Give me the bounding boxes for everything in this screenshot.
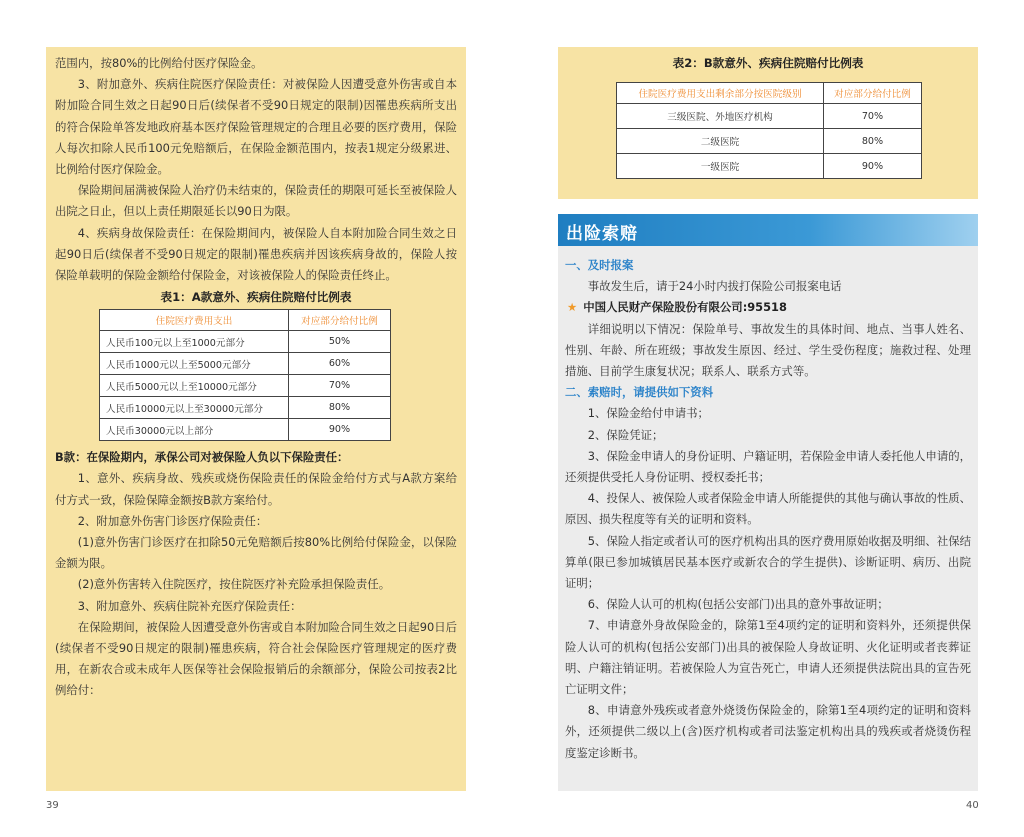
b-para-5: 3、附加意外、疾病住院补充医疗保险责任： xyxy=(77,598,302,613)
table1-cell-range: 人民币100元以上至1000元部分 xyxy=(100,331,289,353)
table2-cell-level: 一级医院 xyxy=(617,154,824,179)
b-para-2: 2、附加意外伤害门诊医疗保险责任： xyxy=(77,513,268,528)
table1-header-expense: 住院医疗费用支出 xyxy=(100,310,289,331)
left-para-2: 3、附加意外、疾病住院医疗保险责任：对被保险人因遭受意外伤害或自本附加险合同生效之日起90日后(续保者不受90日规定的限制)因罹患疾病所支出的符合保险单答发地政府基本医疗保险管理规定的合理且必要的医疗费用，保险人每次扣除人民币100元免赔额后，在保险金额范围内，按表1规定分级累进、比例给付医疗保险金。 xyxy=(55,77,457,177)
table1-cell-rate: 50% xyxy=(289,331,391,353)
table1-cell-rate: 80% xyxy=(289,397,391,419)
table2-title: 表2：B款意外、疾病住院赔付比例表 xyxy=(672,56,864,70)
b-para-3: (1)意外伤害门诊医疗在扣除50元免赔额后按80%比例给付保险金，以保险金额为限。 xyxy=(55,535,457,571)
table-row xyxy=(617,154,922,179)
heading-materials: 二、索赔时，请提供如下资料 xyxy=(565,385,714,400)
table1-cell-rate: 60% xyxy=(289,353,391,375)
material-item: 3、保险金申请人的身份证明、户籍证明，若保险金申请人委托他人申请的，还须提供受托人身份证明、授权委托书； xyxy=(565,448,971,485)
b-para-1: 1、意外、疾病身故、残疾或烧伤保险责任的保险金给付方式与A款方案给付方式一致，保险保障金额按B款方案给付。 xyxy=(55,471,457,507)
b-para-6: 在保险期间，被保险人因遭受意外伤害或自本附加险合同生效之日起90日后(续保者不受90日规定的限制)罹患疾病，符合社会保险医疗管理规定的医疗费用，在新农合或未成年人医保等社会保险报销后的余额部分，保险公司按表2比例给付： xyxy=(55,619,457,698)
table2-cell-rate: 70% xyxy=(824,104,922,129)
table1-cell-range: 人民币1000元以上至5000元部分 xyxy=(100,353,289,375)
left-para-4: 4、疾病身故保险责任：在保险期间内，被保险人自本附加险合同生效之日起90日后(续保者不受90日规定的限制)罹患疾病并因该疾病身故的，保险人按保险单载明的保险金额给付保险金，对该被保险人的保险责任终止。 xyxy=(55,225,457,283)
report-line: 事故发生后，请于24小时内拔打保险公司报案电话 xyxy=(587,279,842,294)
table-row xyxy=(100,397,391,419)
table2-panel xyxy=(558,47,978,199)
left-page-panel xyxy=(46,47,466,791)
table1-cell-rate: 90% xyxy=(289,419,391,441)
table1-header-rate: 对应部分给付比例 xyxy=(289,310,391,331)
page-number-left: 39 xyxy=(46,800,59,811)
table2-header-rate: 对应部分给付比例 xyxy=(824,83,922,104)
b-heading: B款：在保险期内，承保公司对被保险人负以下保险责任： xyxy=(55,450,349,465)
material-item: 1、保险金给付申请书； xyxy=(587,406,709,421)
material-item: 6、保险人认可的机构(包括公安部门)出具的意外事故证明； xyxy=(587,597,889,612)
table1-cell-range: 人民币5000元以上至10000元部分 xyxy=(100,375,289,397)
detail-para: 详细说明以下情况：保险单号、事故发生的具体时间、地点、当事人姓名、性别、年龄、所在班级；事故发生原因、经过、学生受伤程度；施救过程、处理措施、目前学生康复状况；联系人、联系方式等。 xyxy=(565,321,971,379)
table2-cell-level: 三级医院、外地医疗机构 xyxy=(617,104,824,129)
table-row xyxy=(100,331,391,353)
table-row xyxy=(100,375,391,397)
table2-cell-level: 二级医院 xyxy=(617,129,824,154)
table-row xyxy=(100,353,391,375)
table1-title: 表1：A款意外、疾病住院赔付比例表 xyxy=(160,290,352,305)
company-line xyxy=(565,297,971,318)
table1-cell-range: 人民币10000元以上至30000元部分 xyxy=(100,397,289,419)
table1-cell-range: 人民币30000元以上部分 xyxy=(100,419,289,441)
left-para-1: 范围内，按80%的比例给付医疗保险金。 xyxy=(55,56,263,70)
table1-cell-rate: 70% xyxy=(289,375,391,397)
section-header xyxy=(558,214,978,246)
left-para-3: 保险期间届满被保险人治疗仍未结束的，保险责任的期限可延长至被保险人出院之日止，但以上责任期限延长以90日为限。 xyxy=(55,183,457,219)
table1 xyxy=(99,309,391,441)
page-number-right: 40 xyxy=(966,800,979,811)
table-row xyxy=(617,129,922,154)
heading-report: 一、及时报案 xyxy=(565,258,634,272)
material-item: 8、申请意外残疾或者意外烧烫伤保险金的，除第1至4项约定的证明和资料外，还须提供二级以上(含)医疗机构或者司法鉴定机构出具的残疾或者烧烫伤程度鉴定诊断书。 xyxy=(565,703,971,760)
section-title: 出险索赔 xyxy=(566,224,638,244)
material-item: 7、申请意外身故保险金的，除第1至4项约定的证明和资料外，还须提供保险人认可的机构(包括公安部门)出具的被保险人身故证明、火化证明或者丧葬证明、户籍注销证明。若被保险人为宣告死亡，申请人还须提供法院出具的宣告死亡证明文件； xyxy=(565,618,971,697)
table-row xyxy=(100,419,391,441)
claims-panel xyxy=(558,214,978,791)
material-item: 4、投保人、被保险人或者保险金申请人所能提供的其他与确认事故的性质、原因、损失程度等有关的证明和资料。 xyxy=(565,491,971,527)
b-para-4: (2)意外伤害转入住院医疗，按住院医疗补充险承担保险责任。 xyxy=(77,577,391,592)
star-icon: ★ xyxy=(567,300,578,315)
claims-content xyxy=(565,255,971,764)
material-item: 2、保险凭证； xyxy=(587,427,664,442)
table2-cell-rate: 90% xyxy=(824,154,922,179)
table2-header-level: 住院医疗费用支出剩余部分按医院级别 xyxy=(617,83,824,104)
table-row xyxy=(617,104,922,129)
table2-cell-rate: 80% xyxy=(824,129,922,154)
table2 xyxy=(616,82,922,179)
company-text: 中国人民财产保险股份有限公司:95518 xyxy=(583,300,787,315)
material-item: 5、保险人指定或者认可的医疗机构出具的医疗费用原始收据及明细、社保结算单(限已参加城镇居民基本医疗或新农合的学生提供)、诊断证明、病历、出院证明； xyxy=(565,533,971,591)
